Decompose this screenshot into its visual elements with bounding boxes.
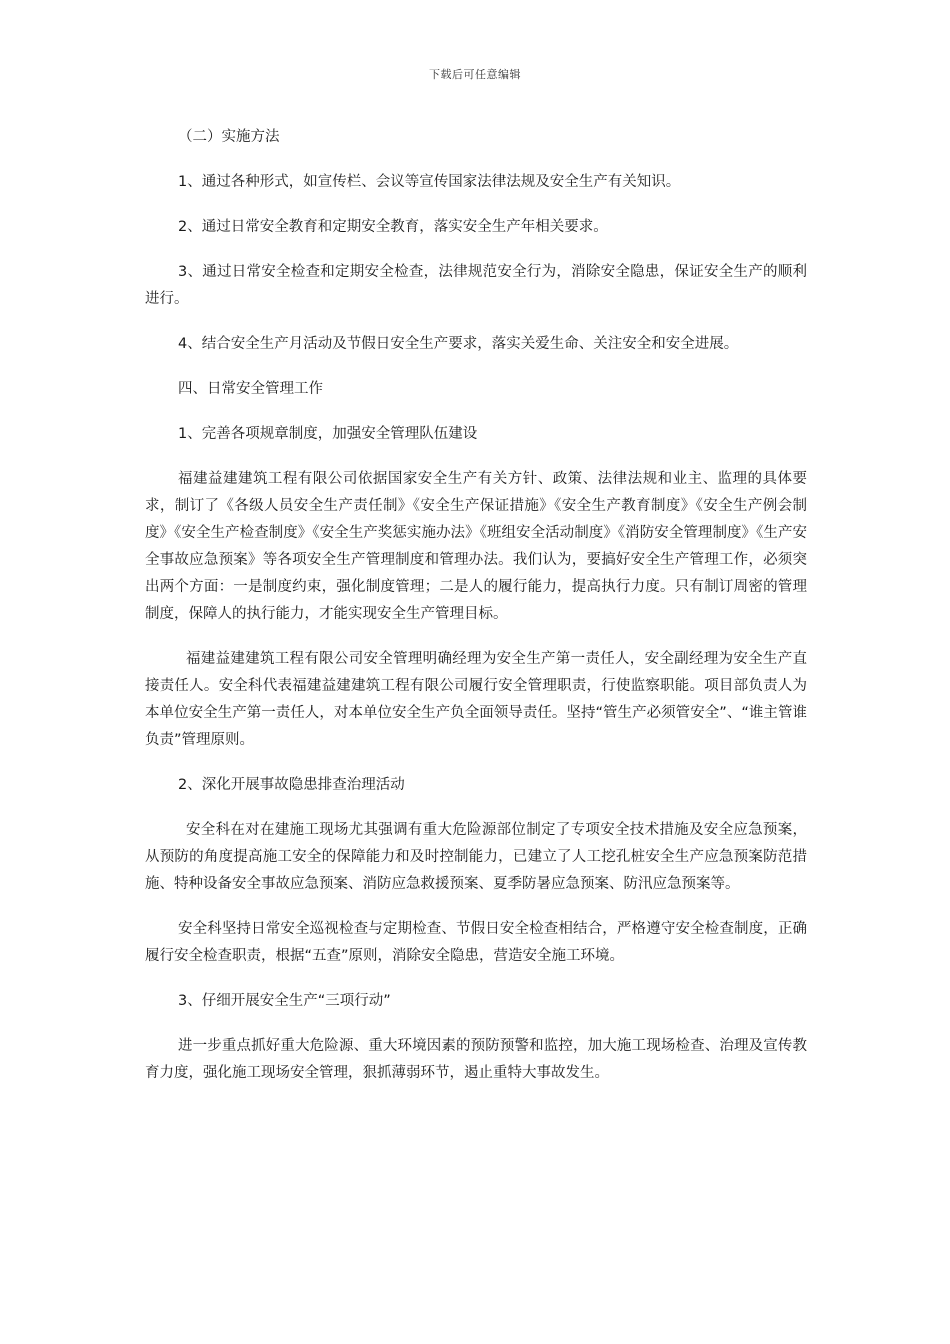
section-heading-implementation-methods: （二）实施方法 xyxy=(178,129,280,145)
paragraph-emergency-plans: 安全科在对在建施工现场尤其强调有重大危险源部位制定了专项安全技术措施及安全应急预案，从预防的角度提高施工安全的保障能力和及时控制能力，已建立了人工挖孔桩安全生产应急预案防范措施、特种设备安全事故应急预案、消防应急救援预案、夏季防暑应急预案、防汛应急预案等。 xyxy=(145,822,807,892)
subheading-three-actions: 3、仔细开展安全生产“三项行动” xyxy=(178,993,391,1009)
subheading-hazard-inspection: 2、深化开展事故隐患排查治理活动 xyxy=(178,777,405,793)
paragraph-safety-inspection: 安全科坚持日常安全巡视检查与定期检查、节假日安全检查相结合，严格遵守安全检查制度，正确履行安全检查职责，根据“五查”原则，消除安全隐患，营造安全施工环境。 xyxy=(145,921,807,964)
subheading-rules-and-team: 1、完善各项规章制度，加强安全管理队伍建设 xyxy=(178,426,478,442)
method-item-1: 1、通过各种形式，如宣传栏、会议等宣传国家法律法规及安全生产有关知识。 xyxy=(178,174,681,190)
paragraph-responsibility: 福建益建建筑工程有限公司安全管理明确经理为安全生产第一责任人，安全副经理为安全生产直接责任人。安全科代表福建益建建筑工程有限公司履行安全管理职责，行使监察职能。项目部负责人为本单位安全生产第一责任人，对本单位安全生产负全面领导责任。坚持“管生产必须管安全”、“谁主管谁负责”管理原则。 xyxy=(145,651,807,748)
section-heading-daily-safety-management: 四、日常安全管理工作 xyxy=(178,381,323,397)
document-body xyxy=(145,124,807,1105)
method-item-2: 2、通过日常安全教育和定期安全教育，落实安全生产年相关要求。 xyxy=(178,219,608,235)
page-header: 下载后可任意编辑 xyxy=(429,68,521,81)
method-item-3: 3、通过日常安全检查和定期安全检查，法律规范安全行为，消除安全隐患，保证安全生产的顺利进行。 xyxy=(145,264,807,307)
paragraph-hazard-prevention: 进一步重点抓好重大危险源、重大环境因素的预防预警和监控，加大施工现场检查、治理及宣传教育力度，强化施工现场安全管理，狠抓薄弱环节，遏止重特大事故发生。 xyxy=(145,1038,807,1081)
method-item-4: 4、结合安全生产月活动及节假日安全生产要求，落实关爱生命、关注安全和安全进展。 xyxy=(178,336,739,352)
paragraph-rules-system: 福建益建建筑工程有限公司依据国家安全生产有关方针、政策、法律法规和业主、监理的具体要求，制订了《各级人员安全生产责任制》《安全生产保证措施》《安全生产教育制度》《安全生产例会制度》《安全生产检查制度》《安全生产奖惩实施办法》《班组安全活动制度》《消防安全管理制度》《生产安全事故应急预案》等各项安全生产管理制度和管理办法。我们认为，要搞好安全生产管理工作，必须突出两个方面：一是制度约束，强化制度管理；二是人的履行能力，提高执行力度。只有制订周密的管理制度，保障人的执行能力，才能实现安全生产管理目标。 xyxy=(145,471,807,622)
